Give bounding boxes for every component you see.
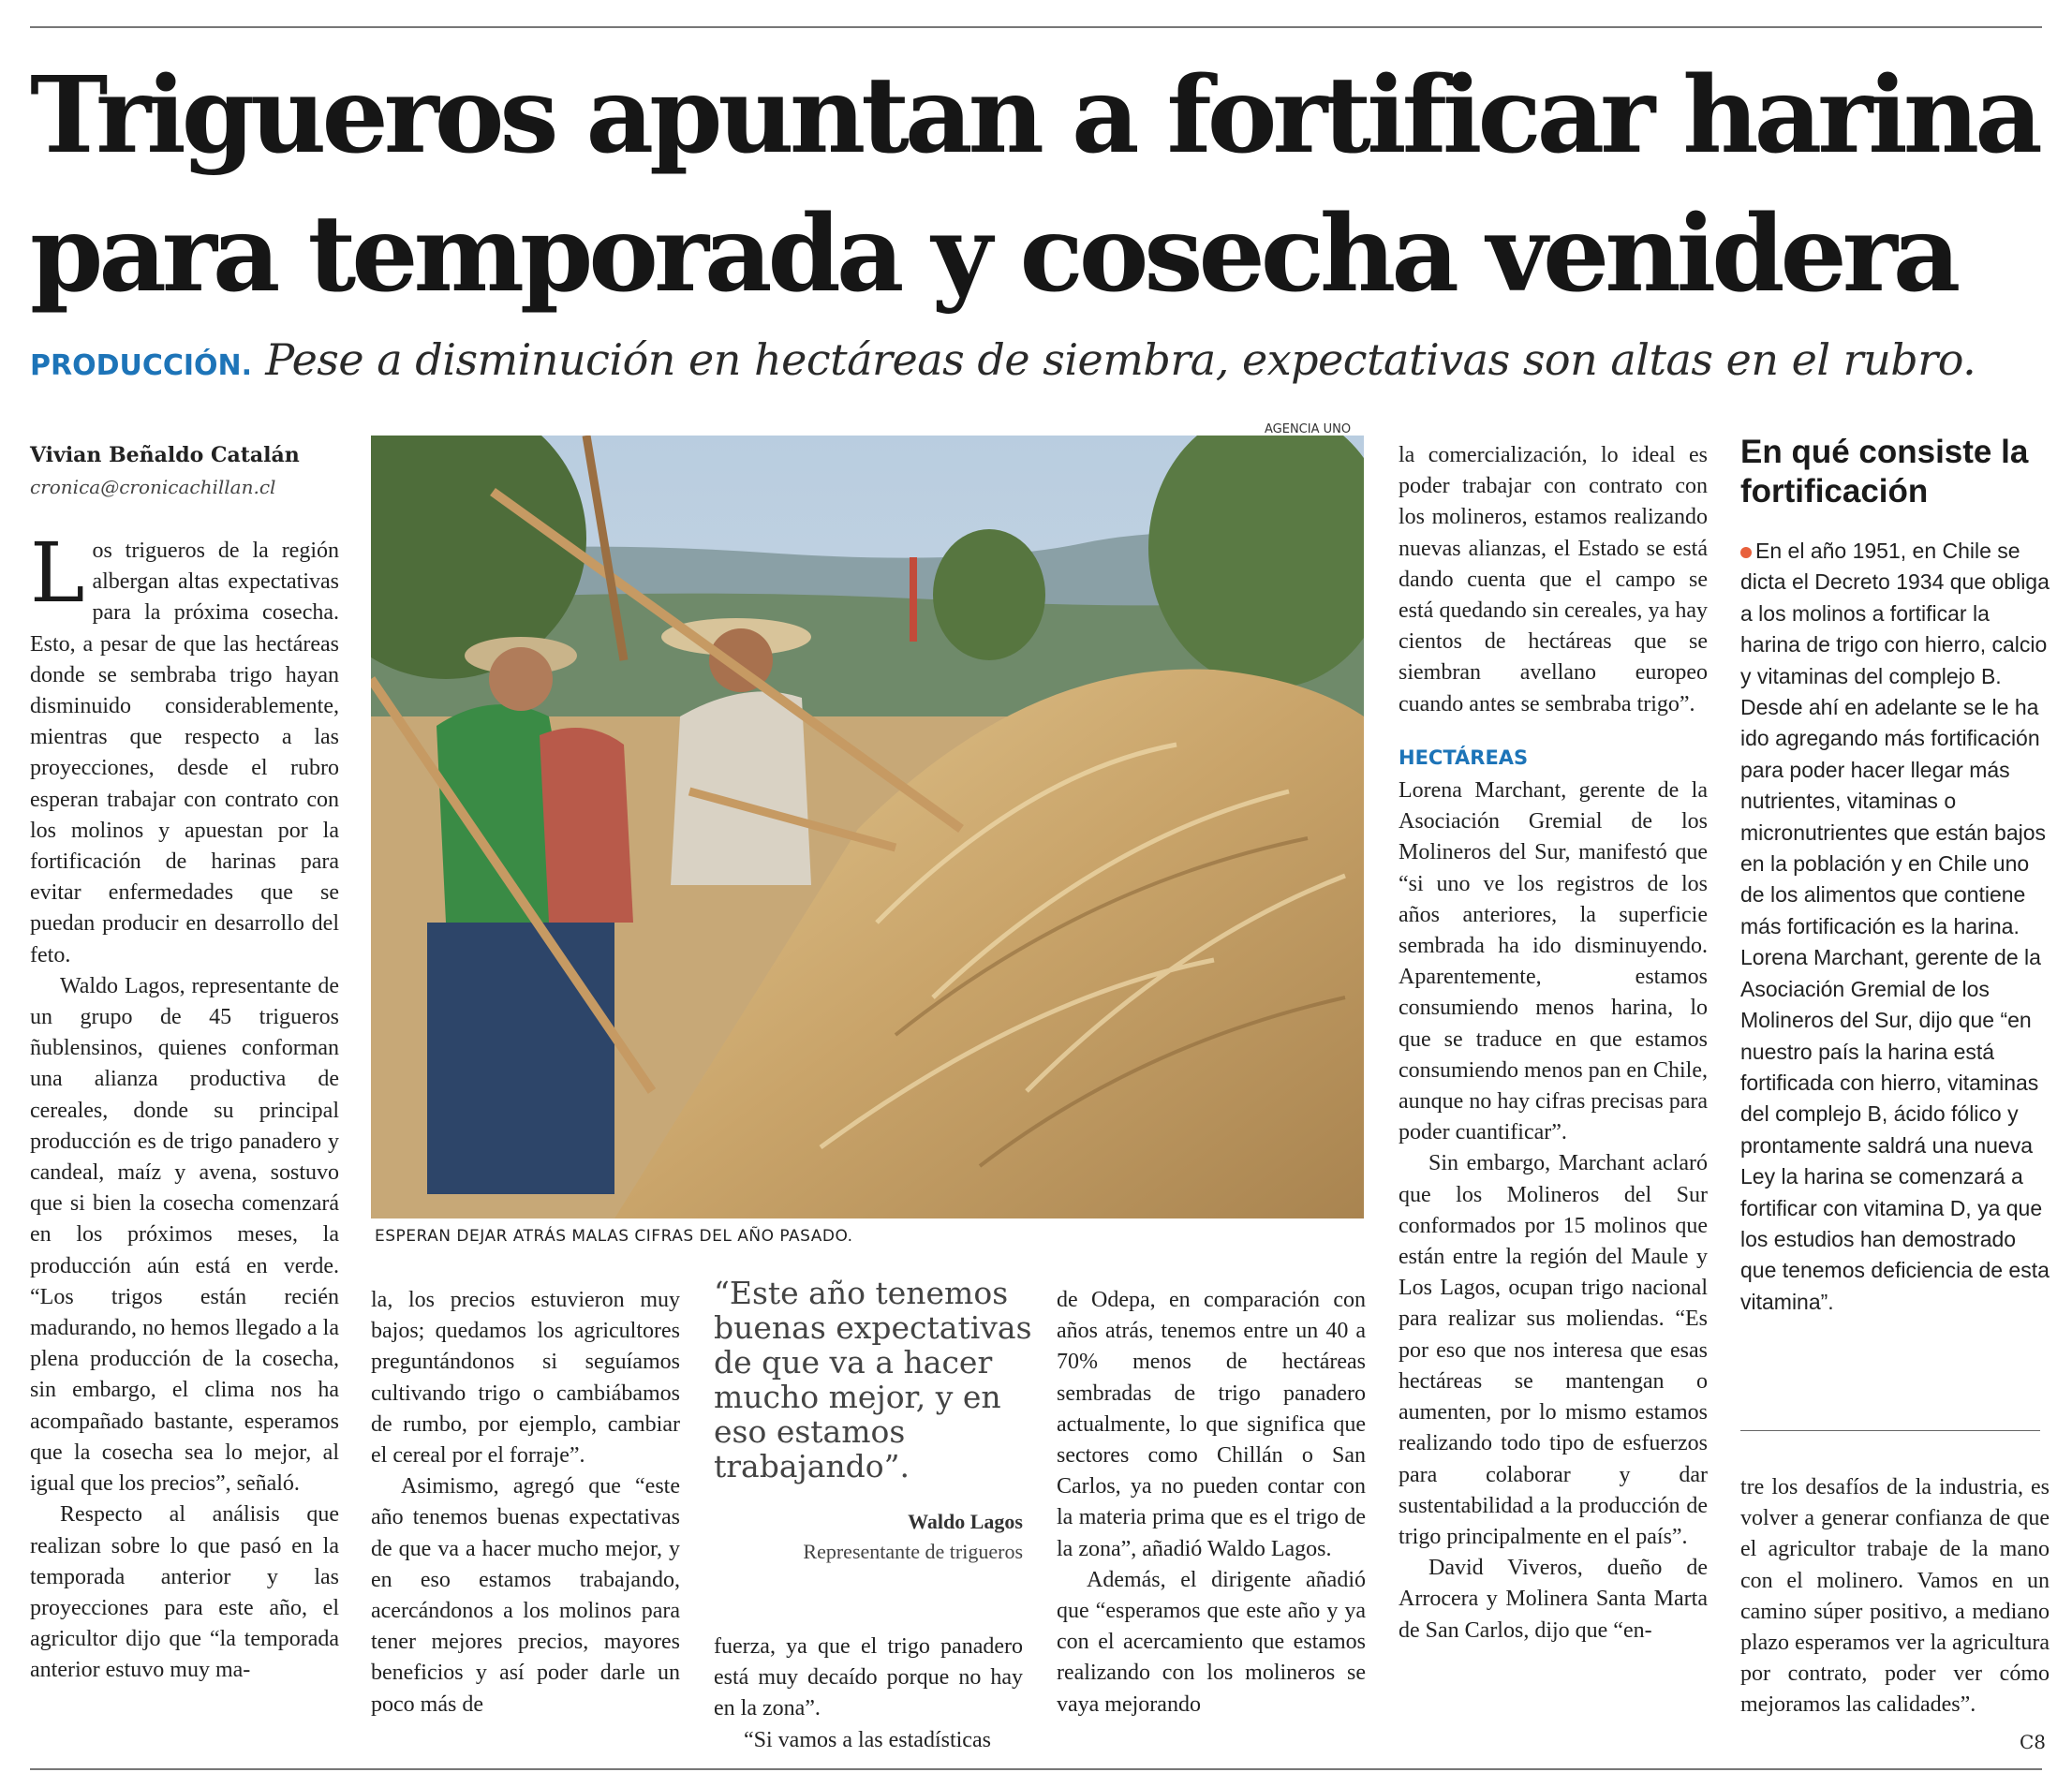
byline-email: cronica@cronicachillan.cl (30, 476, 276, 498)
deck-kicker: PRODUCCIÓN. (30, 349, 253, 382)
column-1 (30, 524, 339, 1687)
pull-quote: “Este año tenemos buenas expectativas de que va a hacer mucho mejor, y en eso estamos trabajando”. (714, 1275, 1032, 1484)
bottom-rule (30, 1768, 2042, 1770)
end-mark: C8 (2020, 1731, 2047, 1753)
column-5 (1399, 440, 1708, 1647)
paragraph: fuerza, ya que el trigo panadero está muy decaído porque no hay en la zona”. (714, 1634, 1023, 1721)
sidebar-body (1740, 536, 2050, 1318)
paragraph: la, los precios estuvieron muy bajos; quedamos los agricultores preguntándonos si seguíamos cultivando trigo o cambiábamos de rumbo, por ejemplo, cambiar el cereal por el forraje”. (371, 1288, 680, 1469)
sidebar-paragraph: Lorena Marchant, gerente de la Asociación Gremial de los Molineros del Sur, dijo que “en nuestro país la harina está fortificada con hierro, vitaminas del complejo B, ácido fólico y prontamente saldrá una nueva Ley la harina se comenzará a fortificar con vitamina D, ya que los estudios han demostrado que tenemos deficiencia de esta vitamina”. (1740, 945, 2050, 1314)
paragraph: Asimismo, agregó que “este año tenemos buenas expectativas de que va a hacer mucho mejor, y en eso estamos trabajando, acercándonos a los molinos para tener mejores precios, mayores beneficios y así poder darle un poco más de (371, 1474, 680, 1717)
deck (30, 332, 2044, 394)
sidebar-paragraph (1740, 536, 2050, 942)
drop-cap: L (30, 524, 85, 621)
pull-quote-author: Waldo Lagos (908, 1510, 1023, 1533)
paragraph: Además, el dirigente añadió que “esperamos que este año y ya con el acercamiento que estamos realizando con los molineros se vaya mejorando (1057, 1567, 1366, 1717)
paragraph: Respecto al análisis que realizan sobre lo que pasó en la temporada anterior y las proyecciones para este año, el agricultor dijo que “la temporada anterior estuvo muy ma- (30, 1502, 339, 1683)
paragraph: tre los desafíos de la industria, es volver a generar confianza de que el agricultor trabaje de la mano con el molinero. Vamos en un camino súper positivo, a mediano plazo esperamos ver la agricultura por contrato, poder ver cómo mejoramos las calidades”. (1740, 1475, 2050, 1718)
photo-credit: AGENCIA UNO (1265, 422, 1352, 436)
headline: Trigueros apuntan a fortificar harina para temporada y cosecha venidera (30, 54, 2038, 316)
paragraph (30, 524, 339, 971)
byline-author: Vivian Beñaldo Catalán (30, 443, 300, 467)
sidebar-title: En qué consiste la fortificación (1740, 434, 2029, 510)
column-2 (371, 1285, 680, 1721)
pull-quote-role: Representante de trigueros (803, 1540, 1023, 1563)
paragraph: “Si vamos a las estadísticas (744, 1727, 991, 1752)
subheading: HECTÁREAS (1399, 746, 1529, 769)
bullet-dot-icon (1740, 547, 1752, 558)
deck-text: Pese a disminución en hectáreas de siembra, expectativas son altas en el rubro. (265, 334, 1976, 385)
top-rule (30, 26, 2042, 28)
sidebar-text: En el año 1951, en Chile se dicta el Decreto 1934 que obliga a los molinos a fortificar la harina de trigo con hierro, calcio y vitaminas del complejo B. Desde ahí en adelante se le ha ido agregando más fortificación para poder hacer llegar más nutrientes, vitaminas o micronutrientes que están bajos en la población y en Chile uno de los alimentos que contiene más fortificación es la harina. (1740, 539, 2050, 938)
paragraph: David Viveros, dueño de Arrocera y Molinera Santa Marta de San Carlos, dijo que “en- (1399, 1556, 1708, 1643)
photo-caption: ESPERAN DEJAR ATRÁS MALAS CIFRAS DEL AÑO PASADO. (375, 1227, 853, 1246)
paragraph: Waldo Lagos, representante de un grupo de 45 trigueros ñublensinos, quienes conforman una alianza productiva de cereales, donde su principal producción es de trigo panadero y candeal, maíz y avena, sostuvo que si bien la cosecha comenzará en los próximos meses, la producción aún está en verde. “Los trigos están recién madurando, no hemos llegado a la plena producción de la cosecha, sin embargo, el clima nos ha acompañado bastante, esperamos que la cosecha sea lo mejor, al igual que los precios”, señaló. (30, 973, 339, 1497)
paragraph: de Odepa, en comparación con años atrás, tenemos entre un 40 a 70% menos de hectáreas sembradas de trigo panadero actualmente, lo que significa que sectores como Chillán o San Carlos, ya no pueden contar con la materia prima que es el trigo de la zona”, añadió Waldo Lagos. (1057, 1288, 1366, 1561)
sidebar-divider (1740, 1430, 2040, 1431)
column-6 (1740, 1472, 2050, 1721)
column-3 (714, 1632, 1023, 1756)
harvest-photo (371, 436, 1364, 1218)
paragraph: Sin embargo, Marchant aclaró que los Molineros del Sur conformados por 15 molinos que están entre la región del Maule y Los Lagos, ocupan trigo nacional para realizar sus moliendas. “Es por eso que nos interesa que esas hectáreas se mantengan o aumenten, por lo mismo estamos realizando todo tipo de esfuerzos para colaborar y dar sustentabilidad a la producción de trigo principalmente en el país”. (1399, 1151, 1708, 1549)
column-4 (1057, 1285, 1366, 1721)
paragraph: Lorena Marchant, gerente de la Asociación Gremial de los Molineros del Sur, manifestó que “si uno ve los registros de los años anteriores, la superficie sembrada ha ido disminuyendo. Aparentemente, estamos consumiendo menos harina, lo que se traduce en que estamos consumiendo menos pan en Chile, aunque no hay cifras precisas para poder cuantificar”. (1399, 778, 1708, 1145)
paragraph-text: os trigueros de la región albergan altas expectativas para la próxima cosecha. Esto, a pesar de que las hectáreas donde se sembraba trigo hayan disminuido considerablemente, mientras que respecto a las proyecciones, desde el rubro esperan trabajar con contrato con los molinos y apuestan por la fortificación de harinas para evitar enfermedades que se puedan producir en desarrollo del feto. (30, 539, 339, 967)
paragraph: la comercialización, lo ideal es poder trabajar con contrato con los molineros, estamos realizando nuevas alianzas, el Estado se está dando cuenta que el campo se está quedando sin cereales, ya hay cientos de hectáreas que se siembran avellano europeo cuando antes se sembraba trigo”. (1399, 443, 1708, 716)
